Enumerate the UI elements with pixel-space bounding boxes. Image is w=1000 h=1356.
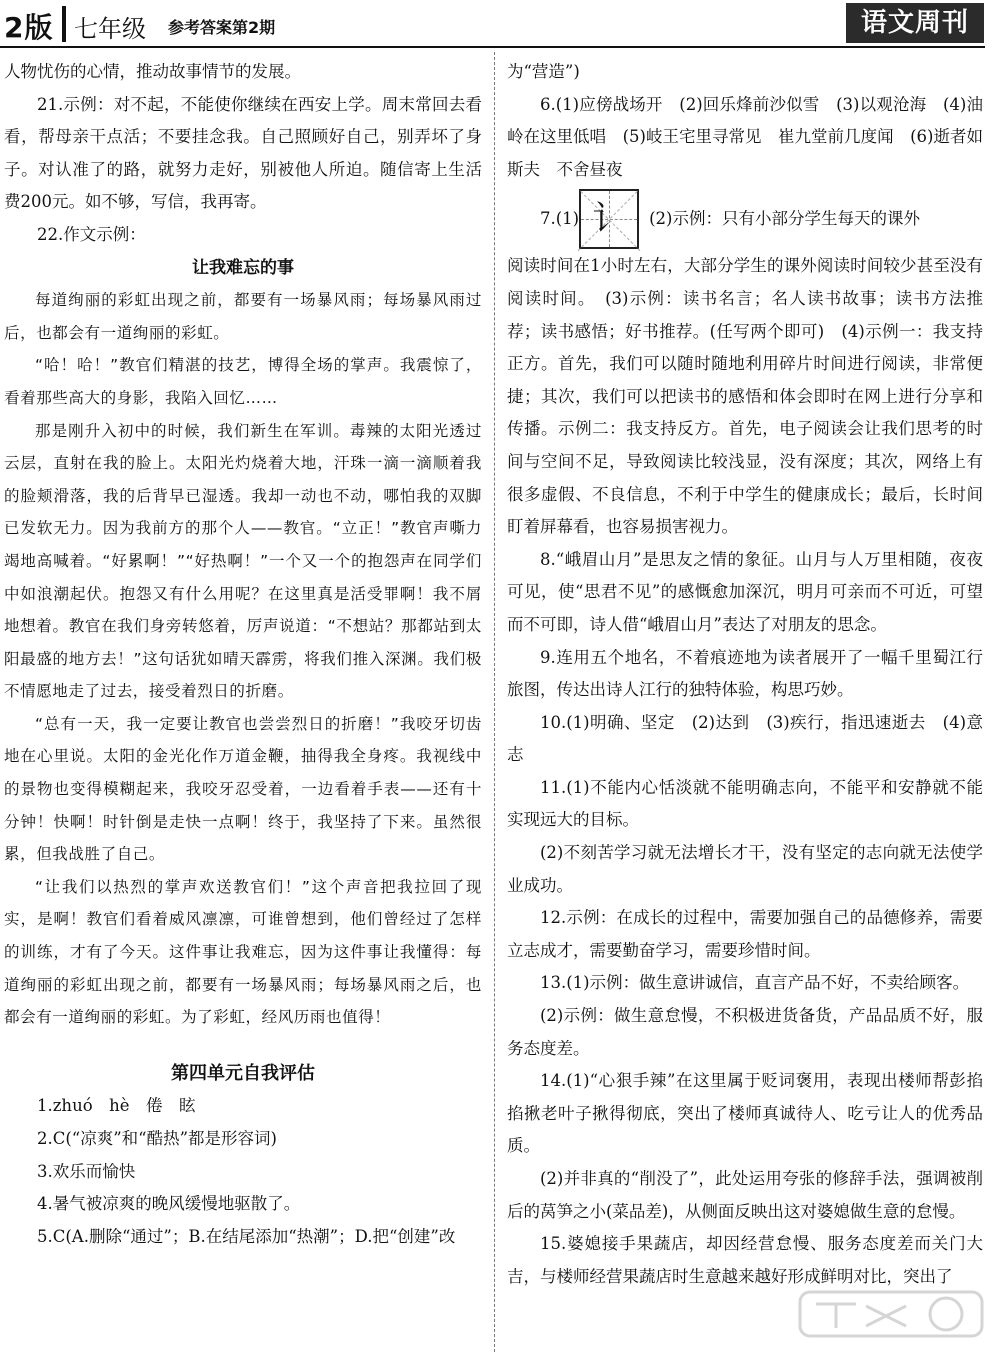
answer-12: 12.示例：在成长的过程中，需要加强自己的品德修养，需要立志成才，需要勤奋学习，需要珍惜时间。 [507, 908, 983, 960]
essay-body [4, 284, 482, 1034]
answer-7-row [507, 188, 983, 250]
answer-11-1: 11.(1)不能内心恬淡就不能明确志向，不能平和安静就不能实现远大的目标。 [507, 777, 983, 830]
unit-answer: 5.C(A.删除“通过”；B.在结尾添加“热潮”；D.把“创建”改 [37, 1226, 456, 1246]
unit-answer: 4.暑气被凉爽的晚风缓慢地驱散了。 [37, 1194, 301, 1214]
essay-paragraph: “哈！哈！”教官们精湛的技艺，博得全场的掌声。我震惊了，看着那些高大的身影，我陷入回忆…… [4, 356, 482, 407]
answer-8: 8.“峨眉山月”是思友之情的象征。山月与人万里相随，夜夜可见，使“思君不见”的感慨愈加深沉，明月可亲而不可近，可望而不可即，诗人借“峨眉山月”表达了对朋友的思念。 [507, 549, 983, 634]
watermark-logo [796, 1286, 986, 1342]
answer-14-2: (2)并非真的“削没了”，此处运用夸张的修辞手法，强调被削后的莴笋之小(菜品差)，从侧面反映出这对婆媳做生意的怠慢。 [507, 1169, 983, 1221]
essay-paragraph: “让我们以热烈的掌声欢送教官们！”这个声音把我拉回了现实，是啊！教官们看着威风凛凛，可谁曾想到，他们曾经过了怎样的训练，才有了今天。这件事让我难忘，因为这件事让我懂得：每道绚丽的彩虹出现之前，都要有一场暴风雨；每场暴风雨之后，也都会有一道绚丽的彩虹。为了彩虹，经风历雨也值得！ [4, 877, 482, 1027]
unit-answer: 2.C(“凉爽”和“酷热”都是形容词) [37, 1129, 277, 1148]
radical-glyph: 讠 [592, 199, 627, 240]
tian-grid-box [579, 189, 639, 249]
answer-6: 6.(1)应傍战场开 (2)回乐烽前沙似雪 (3)以观沧海 (4)油岭在这里低唱 (5)岐王宅里寻常见 崔九堂前几度闻 (6)逝者如斯夫 不舍昼夜 [507, 94, 983, 179]
answer-7-cont: 阅读时间在1小时左右，大部分学生的课外阅读时间较少甚至没有阅读时间。 (3)示例：读书名言；名人读书故事；读书方法推荐；读书感悟；好书推荐。(任写两个即可) (4)示例一：我支持正方。首先，我们可以随时随地利用碎片时间进行阅读，非常便捷；其次，我们可以把读书的感悟和体会即时在网上进行分享和传播。示例二：我支持反方。首先，电子阅读会让我们思考的时间与空间不足，导致阅读比较浅显，没有深度；其次，网络上有很多虚假、不良信息，不利于中学生的健康成长；最后，长时间盯着屏幕看，也容易损害视力。 [507, 256, 983, 537]
column-divider [494, 52, 495, 1352]
answer-7-label: 7.(1) [540, 209, 580, 229]
answer-13-2: (2)示例：做生意怠慢，不积极进货备货，产品品质不好，服务态度差。 [507, 1006, 983, 1058]
right-column [507, 56, 983, 1293]
brand-masthead: 语文周刊 [846, 3, 984, 43]
grade-label: 七年级 [74, 15, 146, 43]
essay-title: 让我难忘的事 [192, 257, 294, 278]
page-header [0, 0, 1000, 48]
unit-answer: 3.欢乐而愉快 [37, 1161, 136, 1181]
answer-7-part2: (2)示例：只有小部分学生每天的课外 [649, 209, 920, 229]
essay-paragraph: 每道绚丽的彩虹出现之前，都要有一场暴风雨；每场暴风雨过后，也都会有一道绚丽的彩虹。 [4, 291, 482, 342]
continued-text: 为“营造”) [507, 62, 580, 81]
answer-21: 21.示例：对不起，不能使你继续在西安上学。周末常回去看看，帮母亲干点活；不要挂念我。自己照顾好自己，别弄坏了身子。对认准了的路，就努力走好，别被他人所迫。随信寄上生活费200元。如不够，写信，我再寄。 [4, 94, 482, 212]
answer-22: 22.作文示例： [37, 224, 146, 244]
answer-10: 10.(1)明确、坚定 (2)达到 (3)疾行，指迅速逝去 (4)意志 [507, 712, 983, 765]
header-separator [62, 6, 66, 42]
answer-11-2: (2)不刻苦学习就无法增长才干，没有坚定的志向就无法使学业成功。 [507, 843, 983, 895]
answer-9: 9.连用五个地名，不着痕迹地为读者展开了一幅千里蜀江行旅图，传达出诗人江行的独特体验，构思巧妙。 [507, 647, 983, 700]
answer-15: 15.婆媳接手果蔬店，却因经营怠慢、服务态度差而关门大吉，与楼师经营果蔬店时生意越来越好形成鲜明对比，突出了 [507, 1234, 983, 1286]
section-title: 第四单元自我评估 [171, 1062, 315, 1084]
edition-label: 2版 [4, 11, 54, 44]
left-column [4, 56, 482, 1253]
continued-text: 人物忧伤的心情，推动故事情节的发展。 [4, 62, 301, 81]
answer-14-1: 14.(1)“心狠手辣”在这里属于贬词褒用，表现出楼师帮彭掐掐揪老叶子揪得彻底，突出了楼师真诚待人、吃亏让人的优秀品质。 [507, 1071, 983, 1156]
header-rule [0, 46, 985, 48]
unit-answer: 1.zhuó hè 倦 眩 [37, 1096, 196, 1116]
issue-label: 参考答案第2期 [168, 18, 276, 37]
answer-13-1: 13.(1)示例：做生意讲诚信，直言产品不好，不卖给顾客。 [540, 973, 970, 993]
essay-paragraph: 那是刚升入初中的时候，我们新生在军训。毒辣的太阳光透过云层，直射在我的脸上。太阳光灼烧着大地，汗珠一滴一滴顺着我的脸颊滑落，我的后背早已湿透。我却一动也不动，哪怕我的双脚已发软无力。因为我前方的那个人——教官。“立正！”教官声嘶力竭地高喊着。“好累啊！”“好热啊！”一个又一个的抱怨声在同学们中如浪潮起伏。抱怨又有什么用呢？在这里真是活受罪啊！我不屑地想着。教官在我们身旁转悠着，厉声说道：“不想站？那都站到太阳最盛的地方去！”这句话犹如晴天霹雳，将我们推入深渊。我们极不情愿地走了过去，接受着烈日的折磨。 [4, 421, 482, 701]
essay-paragraph: “总有一天，我一定要让教官也尝尝烈日的折磨！”我咬牙切齿地在心里说。太阳的金光化作万道金鞭，抽得我全身疼。我视线中的景物也变得模糊起来，我咬牙忍受着，一边看着手表——还有十分钟！快啊！时针倒是走快一点啊！终于，我坚持了下来。虽然很累，但我战胜了自己。 [4, 714, 482, 864]
